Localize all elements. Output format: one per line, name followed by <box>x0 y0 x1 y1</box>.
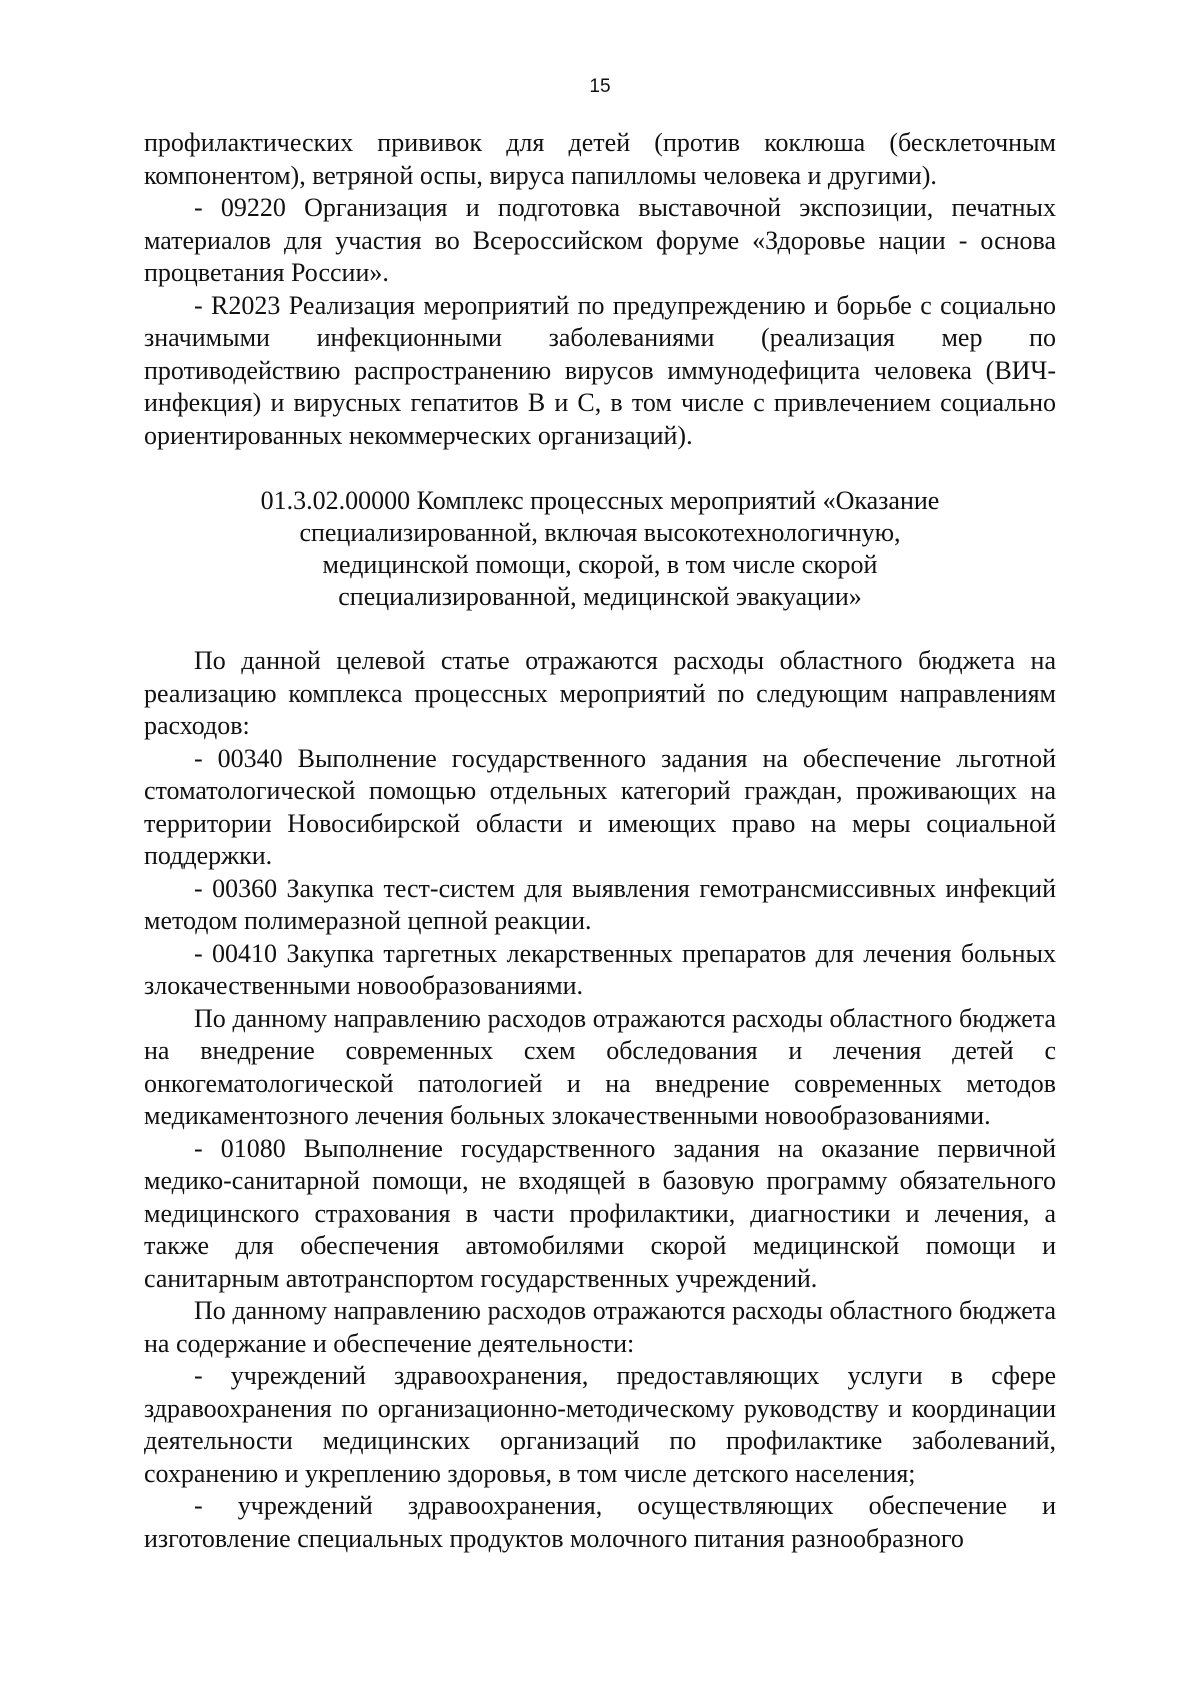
paragraph-00410-detail: По данному направлению расходов отражаются расходы областного бюджета на внедрение современных схем обследования и лечения детей с онкогематологической патологией и на внедрение современных методов медикаментозного лечения больных злокачественными новообразованиями. <box>144 1003 1056 1130</box>
paragraph-00340: - 00340 Выполнение государственного задания на обеспечение льготной стоматологической помощью отдельных категорий граждан, проживающих на территории Новосибирской области и имеющих право на меры социальной поддержки. <box>144 743 1056 870</box>
paragraph-list-item: - учреждений здравоохранения, предоставляющих услуги в сфере здравоохранения по организационно-методическому руководству и координации деятельности медицинских организаций по профилактике заболеваний, сохранению и укреплению здоровья, в том числе детского населения; <box>144 1361 1056 1488</box>
paragraph-01080-detail: По данному направлению расходов отражаются расходы областного бюджета на содержание и обеспечение деятельности: <box>144 1296 1056 1358</box>
paragraph-00360: - 00360 Закупка тест-систем для выявления гемотрансмиссивных инфекций методом полимеразной цепной реакции. <box>144 873 1056 935</box>
document-body <box>144 127 1056 1555</box>
page-number: 15 <box>589 76 611 97</box>
paragraph-09220: - 09220 Организация и подготовка выставочной экспозиции, печатных материалов для участия во Всероссийском форуме «Здоровье нации - основа процветания России». <box>144 193 1056 287</box>
section-title-line: 01.3.02.00000 Комплекс процессных мероприятий «Оказание <box>260 486 940 515</box>
paragraph-00410: - 00410 Закупка таргетных лекарственных препаратов для лечения больных злокачественными новообразованиями. <box>144 938 1056 1000</box>
paragraph-intro: По данной целевой статье отражаются расходы областного бюджета на реализацию комплекса процессных мероприятий по следующим направлениям расходов: <box>144 646 1056 740</box>
section-title-line: медицинской помощи, скорой, в том числе скорой <box>322 550 878 579</box>
paragraph-continuation: профилактических прививок для детей (против коклюша (бесклеточным компонентом), ветряной оспы, вируса папилломы человека и другими). <box>144 128 1056 190</box>
spacer <box>144 613 1056 645</box>
paragraph-r2023: - R2023 Реализация мероприятий по предупреждению и борьбе с социально значимыми инфекционными заболеваниями (реализация мер по противодействию распространению вирусов иммунодефицита человека (ВИЧ-инфекция) и вирусных гепатитов В и С, в том числе с привлечением социально ориентированных некоммерческих организаций). <box>144 290 1056 450</box>
section-title-line: специализированной, медицинской эвакуации» <box>338 582 862 611</box>
paragraph-01080: - 01080 Выполнение государственного задания на оказание первичной медико-санитарной помощи, не входящей в базовую программу обязательного медицинского страхования в части профилактики, диагностики и лечения, а также для обеспечения автомобилями скорой медицинской помощи и санитарным автотранспортом государственных учреждений. <box>144 1133 1056 1293</box>
paragraph-list-item: - учреждений здравоохранения, осуществляющих обеспечение и изготовление специальных продуктов молочного питания разнообразного <box>144 1491 1056 1553</box>
section-title <box>144 485 1056 613</box>
section-title-line: специализированной, включая высокотехнологичную, <box>299 518 901 547</box>
